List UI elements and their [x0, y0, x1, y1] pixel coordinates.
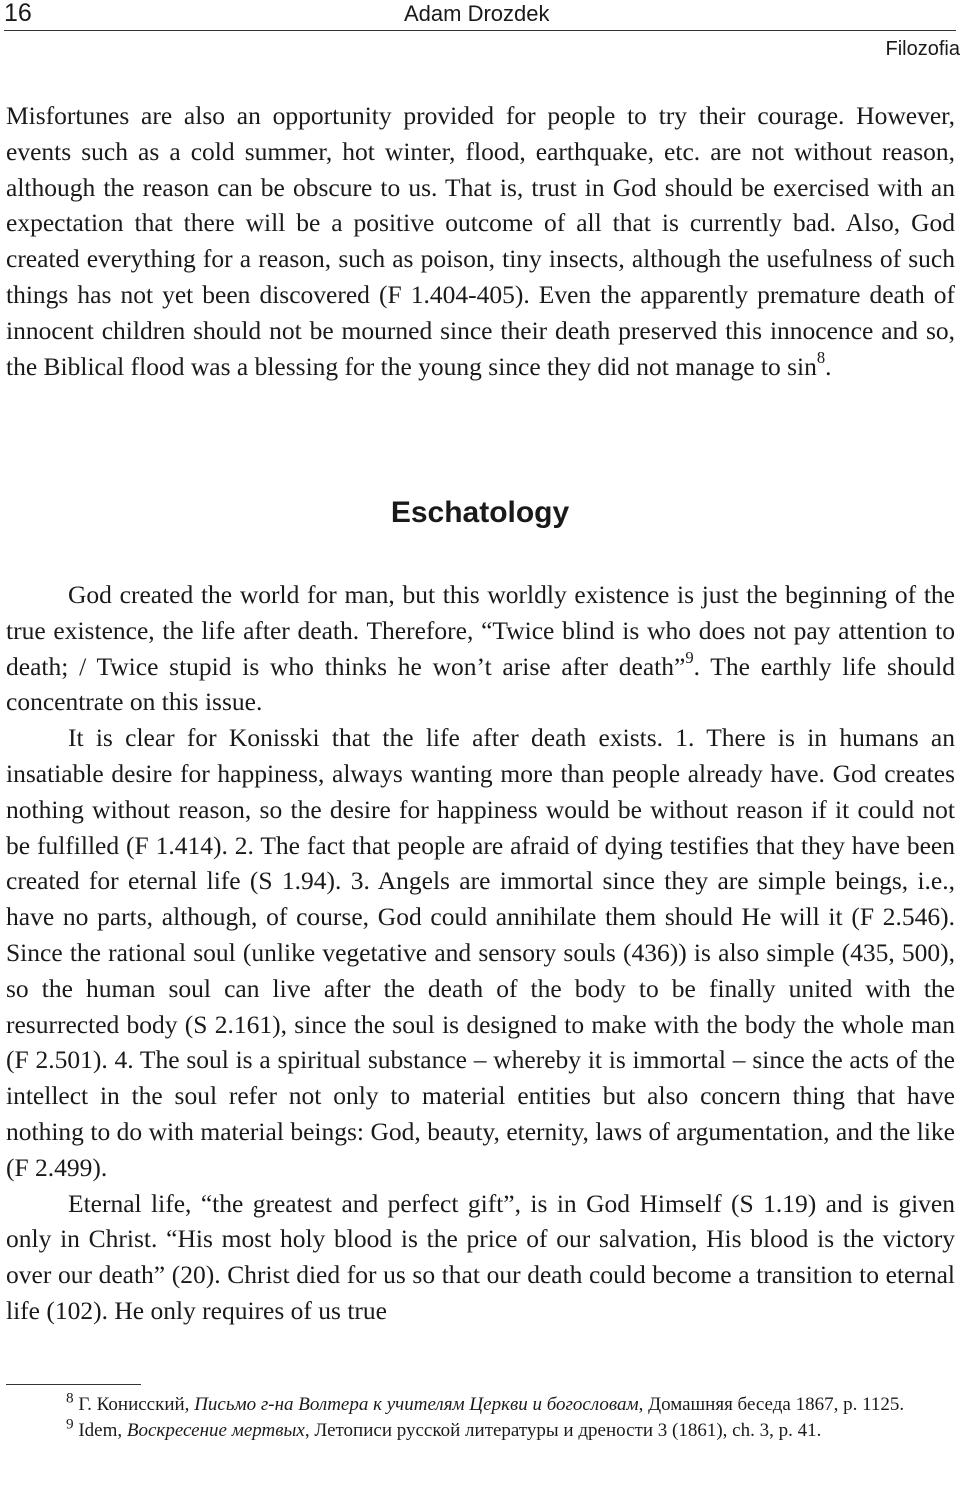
footnote-source: , Домашняя беседа 1867, p. 1125. [638, 1394, 905, 1415]
paragraph-end-period: . [825, 351, 832, 381]
paragraph-world-for-man [6, 577, 955, 720]
footnote-source: , Летописи русской литературы и дрености 3 (1861), ch. 3, p. 41. [304, 1419, 822, 1441]
running-header [4, 0, 956, 31]
footnote-mark: 8 [66, 1389, 74, 1407]
footnotes [6, 1389, 955, 1443]
paragraph-misfortunes-text: Misfortunes are also an opportunity provided for people to try their courage. However, events such as a cold summer, hot winter, flood, earthquake, etc. are not without reason, although the reason can be obscure to us. That is, trust in God should be exercised with an expectation that there will be a positive outcome of all that is currently bad. Also, God created everything for a reason, such as poison, tiny insects, although the usefulness of such things has not yet been discovered (F 1.404-405). Even the apparently premature death of innocent children should not be mourned since their death preserved this innocence and so, the Biblical flood was a blessing for the young since they did not manage to sin [6, 101, 955, 381]
author-name: Adam Drozdek [404, 1, 550, 26]
footnote-9 [6, 1415, 955, 1444]
footnote-ref-8[interactable]: 8 [816, 347, 826, 367]
footnote-author: Idem, [78, 1419, 127, 1441]
journal-name: Filozofia [885, 38, 960, 60]
paragraph-life-after-death: It is clear for Konisski that the life after death exists. 1. There is in humans an insatiable desire for happiness, always wanting more than people already have. God creates nothing without reason, so the desire for happiness would be without reason if it could not be fulfilled (F 1.414). 2. The fact that people are afraid of dying testifies that they have been created for eternal life (S 1.94). 3. Angels are immortal since they are simple beings, i.e., have no parts, although, of course, God could annihilate them should He will it (F 2.546). Since the rational soul (unlike vegetative and sensory souls (436)) is also simple (435, 500), so the human soul can live after the death of the body to be finally united with the resurrected body (S 2.161), since the soul is designed to make with the body the whole man (F 2.501). 4. The soul is a spiritual substance – whereby it is immortal – since the acts of the intellect in the soul refer not only to material entities but also concern thing that have nothing to do with material beings: God, beauty, eternity, laws of argumentation, and the like (F 2.499). [6, 723, 955, 1182]
text-block-top [6, 98, 955, 384]
page-number: 16 [4, 0, 32, 27]
footnote-ref-9[interactable]: 9 [685, 647, 694, 667]
paragraph-world-for-man-text: God created the world for man, but this worldly existence is just the beginning of the true existence, the life after death. Therefore, “Twice blind is who does not pay attention to death; / Twice stupid is who thinks he won’t arise after death” [6, 580, 955, 681]
section-heading: Eschatology [390, 496, 570, 529]
footnote-author: Г. Конисский, [78, 1394, 195, 1415]
footnote-separator [6, 1384, 141, 1385]
footnote-title: Воскресение мертвых [126, 1419, 305, 1441]
paragraph-eternal-life: Eternal life, “the greatest and perfect gift”, is in God Himself (S 1.19) and is given only in Christ. “His most holy blood is the price of our salvation, His blood is the victory over our death” (20). Christ died for us so that our death could become a transition to eternal life (102). He only requires of us true [6, 1188, 955, 1325]
text-block-eschatology [6, 577, 955, 1329]
footnote-mark: 9 [66, 1415, 74, 1433]
footnote-title: Письмо г-на Волтера к учителям Церкви и богословам [194, 1394, 639, 1415]
footnote-8 [6, 1389, 955, 1418]
paragraph-world-for-man-tail: . The earthly life should concentrate on this issue. [6, 651, 955, 717]
paragraph-misfortunes [6, 98, 955, 384]
